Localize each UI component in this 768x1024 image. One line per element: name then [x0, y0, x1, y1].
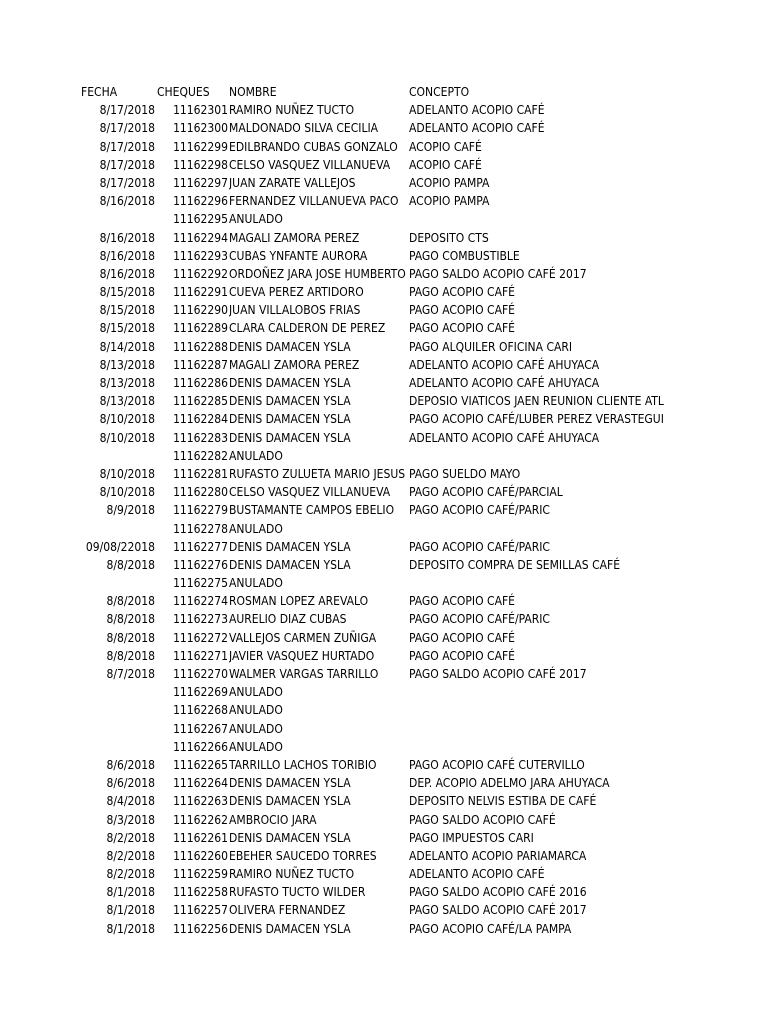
cell-concepto: PAGO SALDO ACOPIO CAFÉ 2017 [409, 903, 587, 918]
cell-concepto: ADELANTO ACOPIO CAFÉ AHUYACA [409, 430, 600, 445]
cell-fecha: 8/10/2018 [99, 412, 155, 427]
cell-nombre: AURELIO DIAZ CUBAS [229, 612, 347, 627]
cell-nombre: EDILBRANDO CUBAS GONZALO [229, 139, 398, 154]
table-row [0, 665, 768, 683]
table-row [0, 883, 768, 901]
cell-fecha: 8/13/2018 [99, 357, 155, 372]
cell-cheque: 11162273 [173, 612, 228, 627]
cell-fecha: 8/16/2018 [99, 248, 155, 263]
cell-nombre: DENIS DAMACEN YSLA [229, 376, 351, 390]
cell-cheque: 11162275 [173, 576, 228, 591]
header-cheques: CHEQUES [157, 85, 210, 99]
cell-fecha: 8/6/2018 [106, 757, 155, 772]
cell-nombre: CUEVA PEREZ ARTIDORO [229, 285, 364, 300]
cell-concepto: DEPOSIO VIATICOS JAEN REUNION CLIENTE ATL [409, 394, 664, 409]
cell-cheque: 11162257 [173, 903, 228, 918]
cell-nombre: JUAN VILLALOBOS FRIAS [229, 303, 361, 318]
cell-cheque: 11162298 [173, 157, 228, 172]
cell-nombre: DENIS DAMACEN YSLA [229, 412, 351, 427]
cell-concepto: PAGO ALQUILER OFICINA CARI [409, 339, 573, 354]
cell-nombre: CELSO VASQUEZ VILLANUEVA [229, 485, 391, 500]
cell-cheque: 11162278 [173, 521, 228, 536]
cell-concepto: ACOPIO PAMPA [409, 175, 490, 190]
cell-fecha: 8/8/2018 [106, 612, 155, 627]
cell-cheque: 11162271 [173, 648, 228, 663]
table-row [0, 520, 768, 538]
cell-nombre: DENIS DAMACEN YSLA [229, 394, 351, 409]
cell-cheque: 11162281 [173, 466, 228, 481]
table-row [0, 574, 768, 592]
cell-cheque: 11162279 [173, 503, 228, 518]
cell-cheque: 11162293 [173, 248, 228, 263]
cell-nombre: BUSTAMANTE CAMPOS EBELIO [229, 503, 395, 518]
cell-fecha: 8/1/2018 [106, 921, 155, 936]
cell-concepto: PAGO ACOPIO CAFÉ/PARIC [409, 503, 550, 518]
cell-concepto: PAGO SUELDO MAYO [409, 466, 521, 481]
cell-concepto: ACOPIO CAFÉ [409, 157, 482, 172]
cell-concepto: PAGO ACOPIO CAFÉ [409, 321, 515, 336]
cell-concepto: PAGO ACOPIO CAFÉ/LA PAMPA [409, 921, 572, 936]
cell-nombre: AMBROCIO JARA [229, 812, 317, 827]
table-row [0, 629, 768, 647]
cheque-register-table [0, 83, 768, 938]
table-row [0, 847, 768, 865]
cell-nombre: DENIS DAMACEN YSLA [229, 430, 351, 445]
cell-fecha: 8/3/2018 [106, 812, 155, 827]
cell-fecha: 8/8/2018 [106, 630, 155, 645]
cell-fecha: 8/16/2018 [99, 230, 155, 245]
cell-fecha: 8/6/2018 [106, 776, 155, 791]
cell-nombre: MALDONADO SILVA CECILIA [229, 121, 379, 136]
cell-cheque: 11162258 [173, 885, 228, 900]
table-row [0, 283, 768, 301]
table-row [0, 792, 768, 810]
cell-nombre: ANULADO [229, 576, 283, 591]
cell-cheque: 11162261 [173, 830, 228, 845]
cell-cheque: 11162282 [173, 448, 228, 463]
cell-nombre: WALMER VARGAS TARRILLO [229, 667, 379, 681]
table-row [0, 865, 768, 883]
cell-fecha: 8/16/2018 [99, 266, 155, 281]
cell-concepto: PAGO IMPUESTOS CARI [409, 830, 534, 845]
cell-fecha: 8/13/2018 [99, 394, 155, 409]
cell-cheque: 11162263 [173, 794, 228, 809]
cell-cheque: 11162301 [173, 103, 228, 118]
table-row [0, 720, 768, 738]
cell-nombre: RUFASTO TUCTO WILDER [229, 885, 366, 900]
cell-fecha: 8/17/2018 [99, 103, 155, 118]
cell-concepto: DEPOSITO NELVIS ESTIBA DE CAFÉ [409, 794, 597, 809]
table-row [0, 374, 768, 392]
cell-fecha: 8/8/2018 [106, 648, 155, 663]
table-row [0, 538, 768, 556]
cell-nombre: ANULADO [229, 721, 283, 736]
cell-fecha: 8/13/2018 [99, 376, 155, 390]
table-row [0, 447, 768, 465]
cell-cheque: 11162283 [173, 430, 228, 445]
cell-concepto: PAGO ACOPIO CAFÉ [409, 630, 515, 645]
cell-cheque: 11162297 [173, 175, 228, 190]
cell-cheque: 11162284 [173, 412, 228, 427]
table-row [0, 556, 768, 574]
cell-fecha: 8/1/2018 [106, 885, 155, 900]
cell-fecha: 8/16/2018 [99, 194, 155, 209]
cell-cheque: 11162290 [173, 303, 228, 318]
cell-concepto: PAGO ACOPIO CAFÉ CUTERVILLO [409, 757, 585, 772]
cell-nombre: DENIS DAMACEN YSLA [229, 539, 351, 554]
cell-fecha: 8/4/2018 [106, 794, 155, 809]
table-row [0, 501, 768, 519]
cell-fecha: 8/2/2018 [106, 848, 155, 863]
cell-cheque: 11162265 [173, 757, 228, 772]
cell-nombre: DENIS DAMACEN YSLA [229, 830, 351, 845]
cell-fecha: 8/15/2018 [99, 321, 155, 336]
cell-nombre: ANULADO [229, 521, 283, 536]
cell-concepto: PAGO ACOPIO CAFÉ [409, 285, 515, 300]
table-row [0, 701, 768, 719]
table-row [0, 592, 768, 610]
table-body [0, 101, 768, 938]
cell-cheque: 11162287 [173, 357, 228, 372]
cell-nombre: ANULADO [229, 212, 283, 227]
cell-fecha: 8/8/2018 [106, 557, 155, 572]
table-row [0, 829, 768, 847]
table-row [0, 265, 768, 283]
cell-cheque: 11162268 [173, 703, 228, 718]
cell-nombre: DENIS DAMACEN YSLA [229, 339, 351, 354]
cell-cheque: 11162260 [173, 848, 228, 863]
cell-concepto: ADELANTO ACOPIO CAFÉ [409, 103, 545, 118]
cell-cheque: 11162289 [173, 321, 228, 336]
cell-nombre: ANULADO [229, 685, 283, 700]
cell-fecha: 8/7/2018 [106, 667, 155, 681]
cell-cheque: 11162288 [173, 339, 228, 354]
table-row [0, 174, 768, 192]
cell-fecha: 8/2/2018 [106, 867, 155, 882]
cell-cheque: 11162292 [173, 266, 228, 281]
cell-cheque: 11162286 [173, 376, 228, 390]
cell-nombre: JAVIER VASQUEZ HURTADO [229, 648, 375, 663]
cell-nombre: MAGALI ZAMORA PEREZ [229, 230, 360, 245]
cell-concepto: PAGO ACOPIO CAFÉ/PARCIAL [409, 485, 563, 500]
table-row [0, 429, 768, 447]
table-row [0, 119, 768, 137]
table-row [0, 210, 768, 228]
table-row [0, 319, 768, 337]
cell-nombre: DENIS DAMACEN YSLA [229, 794, 351, 809]
cell-nombre: TARRILLO LACHOS TORIBIO [229, 757, 377, 772]
header-fecha: FECHA [81, 85, 118, 99]
cell-fecha: 8/17/2018 [99, 175, 155, 190]
cell-concepto: PAGO ACOPIO CAFÉ [409, 303, 515, 318]
cell-cheque: 11162264 [173, 776, 228, 791]
cell-concepto: ACOPIO PAMPA [409, 194, 490, 209]
table-row [0, 247, 768, 265]
cell-nombre: RAMIRO NUÑEZ TUCTO [229, 867, 355, 882]
cell-fecha: 8/10/2018 [99, 466, 155, 481]
cell-cheque: 11162295 [173, 212, 228, 227]
cell-concepto: PAGO ACOPIO CAFÉ [409, 594, 515, 609]
cell-nombre: DENIS DAMACEN YSLA [229, 557, 351, 572]
cell-fecha: 8/14/2018 [99, 339, 155, 354]
cell-concepto: PAGO SALDO ACOPIO CAFÉ 2017 [409, 667, 587, 681]
cell-nombre: JUAN ZARATE VALLEJOS [229, 175, 356, 190]
cell-cheque: 11162267 [173, 721, 228, 736]
cell-concepto: PAGO ACOPIO CAFÉ/PARIC [409, 612, 550, 627]
cell-nombre: FERNANDEZ VILLANUEVA PACO [229, 194, 399, 209]
cell-nombre: CLARA CALDERON DE PEREZ [229, 321, 386, 336]
cell-cheque: 11162285 [173, 394, 228, 409]
cell-cheque: 11162294 [173, 230, 228, 245]
cell-cheque: 11162300 [173, 121, 228, 136]
cell-fecha: 8/15/2018 [99, 285, 155, 300]
cell-concepto: ADELANTO ACOPIO CAFÉ [409, 867, 545, 882]
cell-nombre: RUFASTO ZULUETA MARIO JESUS [229, 466, 406, 481]
cell-nombre: MAGALI ZAMORA PEREZ [229, 357, 360, 372]
cell-concepto: PAGO SALDO ACOPIO CAFÉ [409, 812, 556, 827]
cell-concepto: PAGO SALDO ACOPIO CAFÉ 2016 [409, 885, 587, 900]
table-header-row [0, 83, 768, 101]
cell-fecha: 8/17/2018 [99, 121, 155, 136]
cell-cheque: 11162296 [173, 194, 228, 209]
table-row [0, 811, 768, 829]
cell-concepto: DEPOSITO COMPRA DE SEMILLAS CAFÉ [409, 557, 621, 572]
table-row [0, 483, 768, 501]
table-row [0, 410, 768, 428]
cell-nombre: ANULADO [229, 448, 283, 463]
table-row [0, 192, 768, 210]
cell-nombre: CELSO VASQUEZ VILLANUEVA [229, 157, 391, 172]
cell-concepto: PAGO ACOPIO CAFÉ [409, 648, 515, 663]
cell-concepto: PAGO SALDO ACOPIO CAFÉ 2017 [409, 266, 587, 281]
table-row [0, 774, 768, 792]
table-row [0, 610, 768, 628]
table-row [0, 101, 768, 119]
cell-cheque: 11162280 [173, 485, 228, 500]
table-row [0, 156, 768, 174]
cell-concepto: ADELANTO ACOPIO CAFÉ AHUYACA [409, 376, 600, 390]
table-row [0, 901, 768, 919]
cell-concepto: PAGO ACOPIO CAFÉ/PARIC [409, 539, 550, 554]
cell-fecha: 8/1/2018 [106, 903, 155, 918]
cell-cheque: 11162299 [173, 139, 228, 154]
cell-nombre: EBEHER SAUCEDO TORRES [229, 848, 377, 863]
header-concepto: CONCEPTO [409, 85, 470, 99]
cell-cheque: 11162272 [173, 630, 228, 645]
table-row [0, 338, 768, 356]
cell-concepto: DEPOSITO CTS [409, 230, 489, 245]
cell-nombre: CUBAS YNFANTE AURORA [229, 248, 368, 263]
cell-cheque: 11162259 [173, 867, 228, 882]
cell-fecha: 8/10/2018 [99, 430, 155, 445]
table-row [0, 392, 768, 410]
cell-fecha: 8/17/2018 [99, 139, 155, 154]
cell-fecha: 8/9/2018 [106, 503, 155, 518]
cell-fecha: 8/10/2018 [99, 485, 155, 500]
cell-fecha: 8/15/2018 [99, 303, 155, 318]
cell-fecha: 8/8/2018 [106, 594, 155, 609]
table-row [0, 683, 768, 701]
header-nombre: NOMBRE [229, 85, 277, 99]
table-row [0, 229, 768, 247]
table-row [0, 756, 768, 774]
cell-cheque: 11162291 [173, 285, 228, 300]
cell-concepto: PAGO COMBUSTIBLE [409, 248, 520, 263]
cell-fecha: 09/08/22018 [85, 539, 155, 554]
cell-concepto: DEP. ACOPIO ADELMO JARA AHUYACA [409, 776, 610, 791]
cell-nombre: ANULADO [229, 739, 283, 754]
cell-concepto: ADELANTO ACOPIO CAFÉ AHUYACA [409, 357, 600, 372]
cell-cheque: 11162262 [173, 812, 228, 827]
table-row [0, 738, 768, 756]
cell-nombre: DENIS DAMACEN YSLA [229, 776, 351, 791]
cell-nombre: OLIVERA FERNANDEZ [229, 903, 346, 918]
table-row [0, 647, 768, 665]
cell-cheque: 11162270 [173, 667, 228, 681]
cell-nombre: VALLEJOS CARMEN ZUÑIGA [229, 630, 377, 645]
cell-concepto: ACOPIO CAFÉ [409, 139, 482, 154]
cell-nombre: ANULADO [229, 703, 283, 718]
table-row [0, 465, 768, 483]
table-row [0, 920, 768, 938]
cell-nombre: ORDOÑEZ JARA JOSE HUMBERTO [229, 266, 406, 281]
cell-fecha: 8/2/2018 [106, 830, 155, 845]
cell-nombre: RAMIRO NUÑEZ TUCTO [229, 103, 355, 118]
table-row [0, 301, 768, 319]
cell-concepto: ADELANTO ACOPIO PARIAMARCA [409, 848, 587, 863]
cell-nombre: ROSMAN LOPEZ AREVALO [229, 594, 369, 609]
table-row [0, 356, 768, 374]
cell-cheque: 11162277 [173, 539, 228, 554]
cell-concepto: ADELANTO ACOPIO CAFÉ [409, 121, 545, 136]
cell-cheque: 11162276 [173, 557, 228, 572]
cell-cheque: 11162266 [173, 739, 228, 754]
cell-cheque: 11162274 [173, 594, 228, 609]
table-row [0, 138, 768, 156]
cell-fecha: 8/17/2018 [99, 157, 155, 172]
cell-nombre: DENIS DAMACEN YSLA [229, 921, 351, 936]
cell-cheque: 11162269 [173, 685, 228, 700]
cell-concepto: PAGO ACOPIO CAFÉ/LUBER PEREZ VERASTEGUI [409, 412, 664, 427]
cell-cheque: 11162256 [173, 921, 228, 936]
